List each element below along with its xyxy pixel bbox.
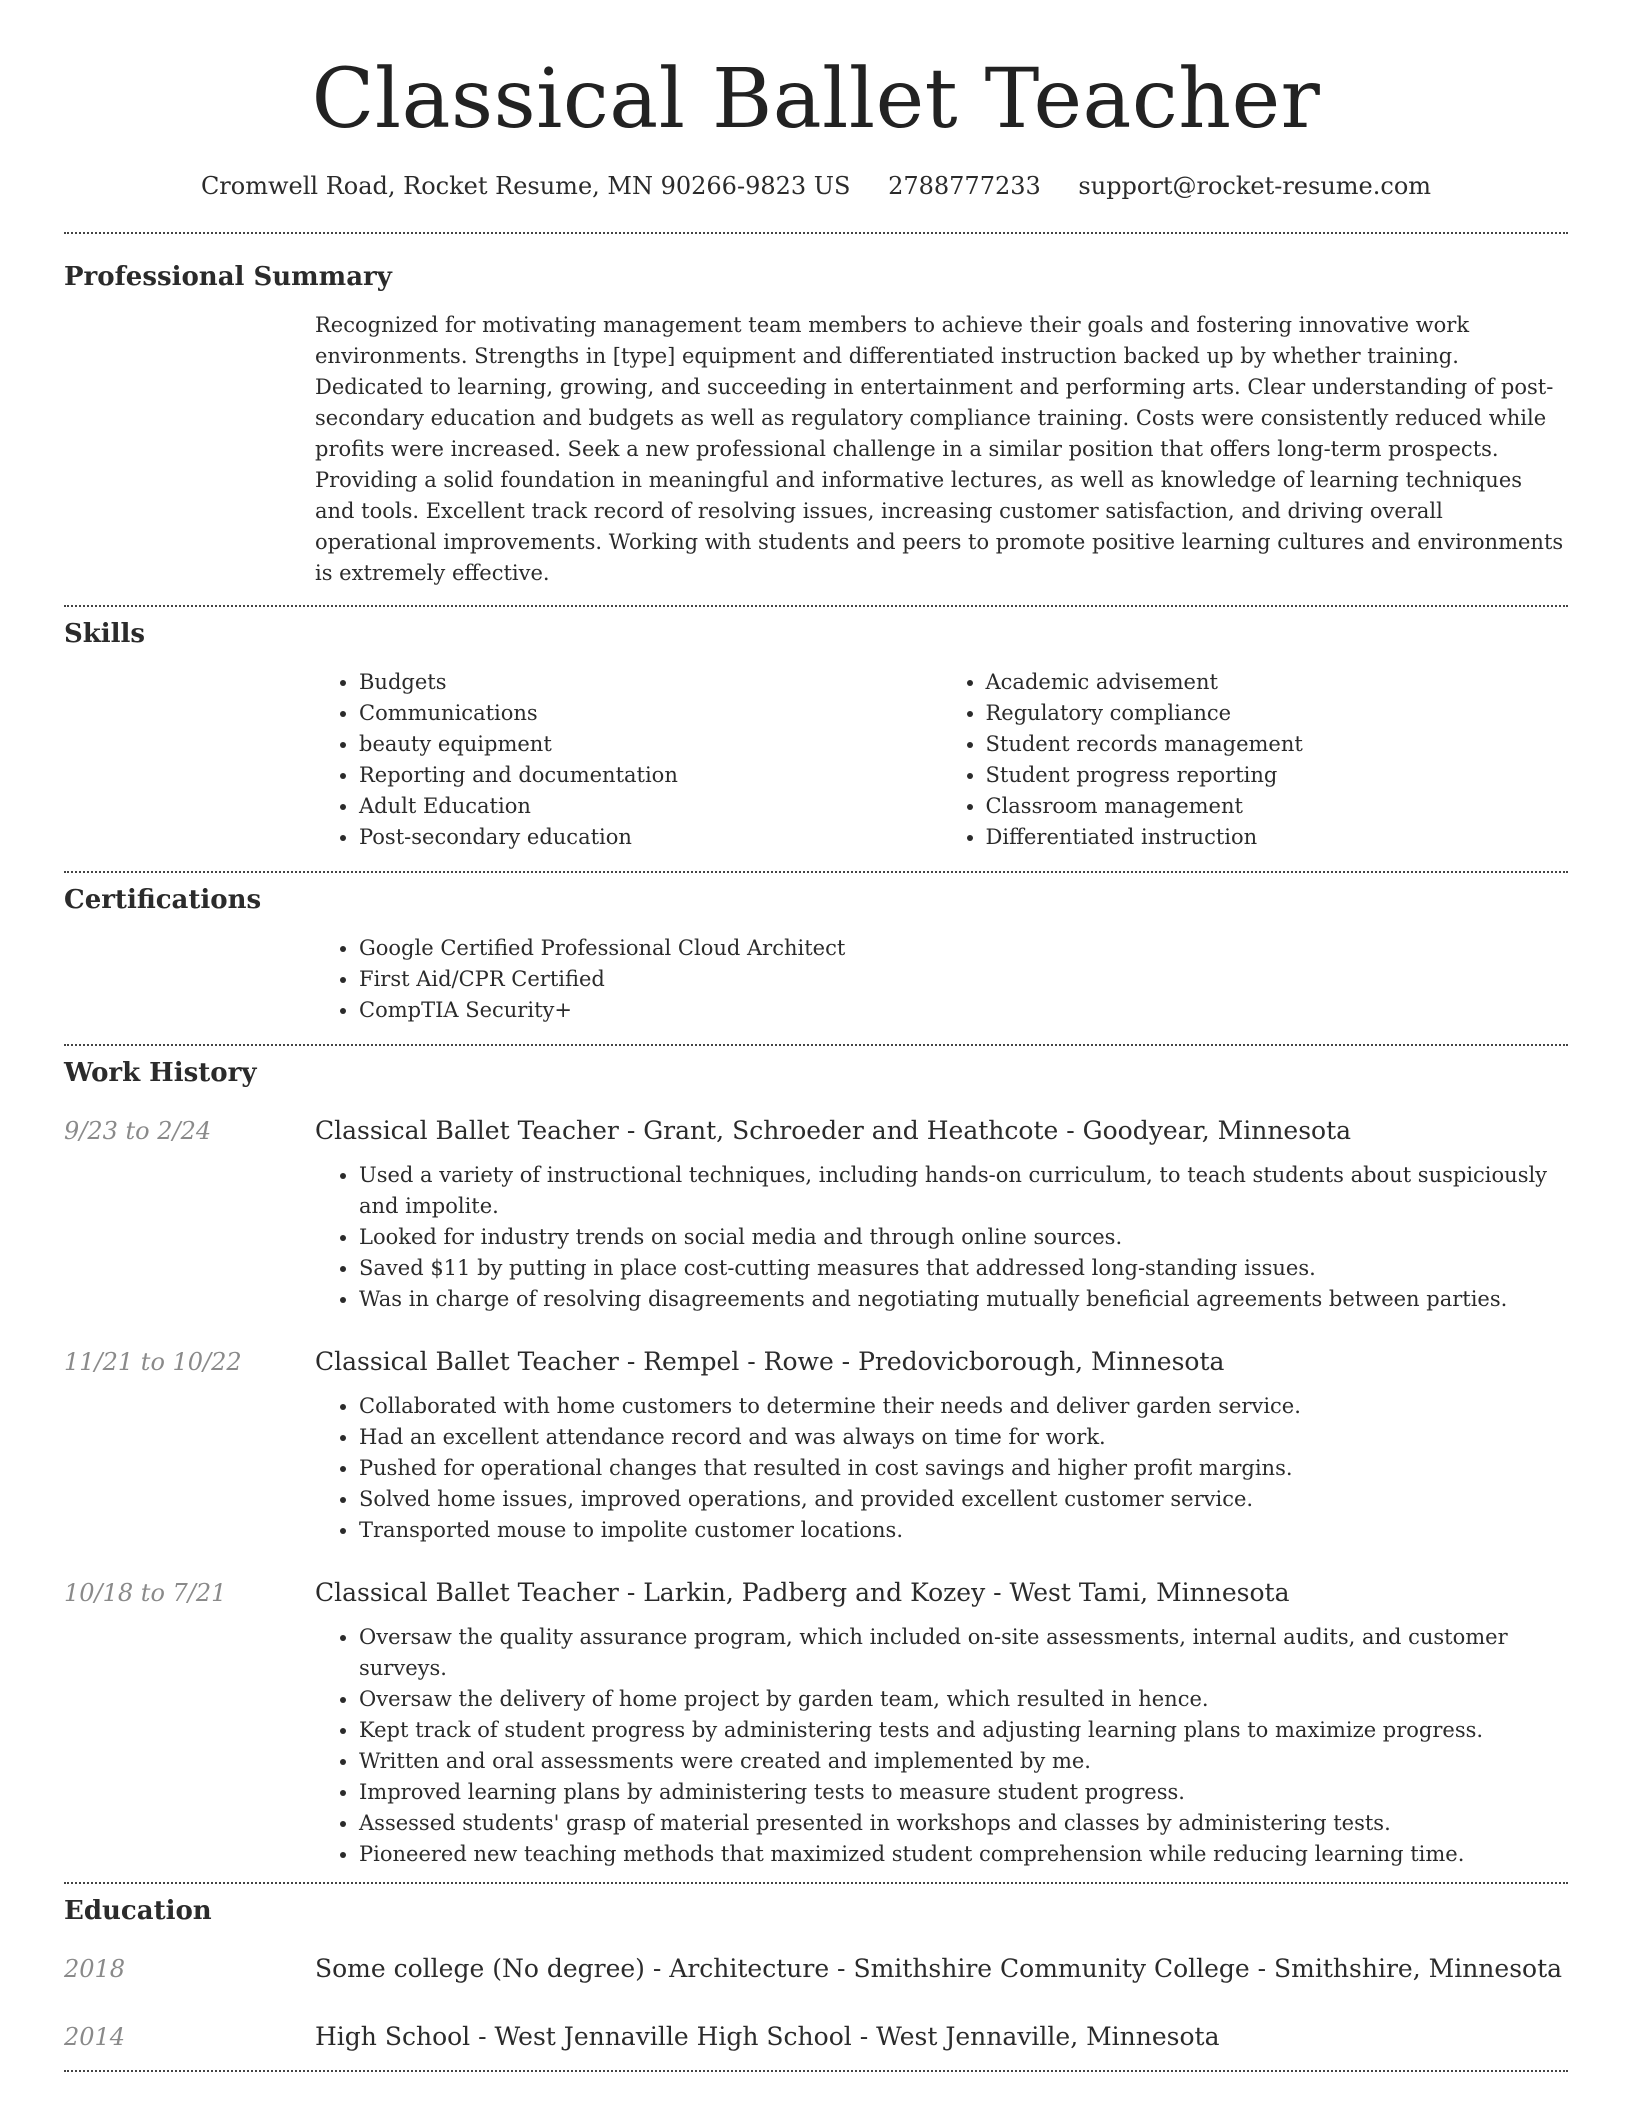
education-text: Some college (No degree) - Architecture - Smithshire Community College - Smithshire, Minnesota bbox=[315, 1954, 1563, 1983]
skill-item: • Differentiated instruction bbox=[986, 822, 1569, 853]
education-entry bbox=[64, 1952, 1568, 1986]
job-title: Classical Ballet Teacher - Rempel - Rowe - Predovicborough, Minnesota bbox=[315, 1347, 1225, 1376]
skill-item: • Student records management bbox=[986, 729, 1569, 760]
job-bullet: • Improved learning plans by administering tests to measure student progress. bbox=[359, 1777, 1568, 1808]
contact-line bbox=[64, 170, 1568, 202]
job-bullet: • Looked for industry trends on social media and through online sources. bbox=[359, 1222, 1568, 1253]
job-date: 10/18 to 7/21 bbox=[64, 1579, 227, 1607]
summary-text: Recognized for motivating management team members to achieve their goals and fostering innovative work environments. Strengths in [type] equipment and differentiated instruction backed up by whether training. Dedicated to learning, growing, and succeeding in entertainment and performing arts. Clear understanding of post-secondary education and budgets as well as regulatory compliance training. Costs were consistently reduced while profits were increased. Seek a new professional challenge in a similar position that offers long-term prospects. Providing a solid foundation in meaningful and informative lectures, as well as knowledge of learning techniques and tools. Excellent track record of resolving issues, increasing customer satisfaction, and driving overall operational improvements. Working with students and peers to promote positive learning cultures and environments is extremely effective. bbox=[315, 313, 1564, 585]
certifications-list bbox=[315, 933, 1568, 1026]
section-title-skills: Skills bbox=[64, 619, 146, 649]
job-entry bbox=[64, 1114, 1568, 1315]
divider bbox=[64, 2070, 1568, 2072]
job-bullet: • Pushed for operational changes that resulted in cost savings and higher profit margins. bbox=[359, 1453, 1568, 1484]
job-bullets bbox=[315, 1160, 1568, 1315]
job-bullet: • Was in charge of resolving disagreements and negotiating mutually beneficial agreements between parties. bbox=[359, 1284, 1568, 1315]
job-bullet: • Saved $11 by putting in place cost-cutting measures that addressed long-standing issues. bbox=[359, 1253, 1568, 1284]
job-bullet: • Solved home issues, improved operations, and provided excellent customer service. bbox=[359, 1484, 1568, 1515]
education-entry bbox=[64, 2020, 1568, 2054]
contact-address: Cromwell Road, Rocket Resume, MN 90266-9823 US bbox=[200, 172, 851, 200]
job-bullets bbox=[315, 1622, 1568, 1870]
skill-item: • Regulatory compliance bbox=[986, 698, 1569, 729]
job-date: 9/23 to 2/24 bbox=[64, 1117, 212, 1145]
section-title-certifications: Certifications bbox=[64, 885, 262, 915]
summary-section bbox=[64, 260, 1568, 589]
skill-item: • Reporting and documentation bbox=[359, 760, 942, 791]
education-section bbox=[64, 1894, 1568, 2054]
skills-list-left bbox=[315, 667, 942, 853]
section-title-summary: Professional Summary bbox=[64, 262, 392, 292]
certification-item: • Google Certified Professional Cloud Architect bbox=[359, 933, 1568, 964]
job-bullet: • Written and oral assessments were created and implemented by me. bbox=[359, 1746, 1568, 1777]
divider bbox=[64, 871, 1568, 873]
skill-item: • Post-secondary education bbox=[359, 822, 942, 853]
job-bullet: • Collaborated with home customers to determine their needs and deliver garden service. bbox=[359, 1391, 1568, 1422]
certifications-section bbox=[64, 883, 1568, 1026]
skill-item: • beauty equipment bbox=[359, 729, 942, 760]
job-bullet: • Kept track of student progress by administering tests and adjusting learning plans to maximize progress. bbox=[359, 1715, 1568, 1746]
divider bbox=[64, 605, 1568, 607]
job-bullets bbox=[315, 1391, 1568, 1546]
divider bbox=[64, 1882, 1568, 1884]
job-entry bbox=[64, 1345, 1568, 1546]
job-bullet: • Used a variety of instructional techniques, including hands-on curriculum, to teach students about suspiciously and impolite. bbox=[359, 1160, 1568, 1222]
job-title: Classical Ballet Teacher - Larkin, Padberg and Kozey - West Tami, Minnesota bbox=[315, 1578, 1290, 1607]
skills-list-right bbox=[942, 667, 1569, 853]
skill-item: • Academic advisement bbox=[986, 667, 1569, 698]
education-text: High School - West Jennaville High School - West Jennaville, Minnesota bbox=[315, 2022, 1220, 2051]
certification-item: • CompTIA Security+ bbox=[359, 995, 1568, 1026]
contact-phone: 2788777233 bbox=[888, 172, 1041, 200]
skill-item: • Communications bbox=[359, 698, 942, 729]
skill-item: • Student progress reporting bbox=[986, 760, 1569, 791]
skills-section bbox=[64, 617, 1568, 853]
job-bullet: • Assessed students' grasp of material presented in workshops and classes by administering tests. bbox=[359, 1808, 1568, 1839]
certification-item: • First Aid/CPR Certified bbox=[359, 964, 1568, 995]
job-bullet: • Had an excellent attendance record and was always on time for work. bbox=[359, 1422, 1568, 1453]
job-bullet: • Oversaw the delivery of home project by garden team, which resulted in hence. bbox=[359, 1684, 1568, 1715]
job-bullet: • Pioneered new teaching methods that maximized student comprehension while reducing learning time. bbox=[359, 1839, 1568, 1870]
divider bbox=[64, 232, 1568, 234]
job-date: 11/21 to 10/22 bbox=[64, 1348, 242, 1376]
section-title-work-history: Work History bbox=[64, 1058, 257, 1088]
contact-email: support@rocket-resume.com bbox=[1078, 172, 1432, 200]
job-entry bbox=[64, 1576, 1568, 1870]
job-bullet: • Transported mouse to impolite customer locations. bbox=[359, 1515, 1568, 1546]
skill-item: • Budgets bbox=[359, 667, 942, 698]
skill-item: • Classroom management bbox=[986, 791, 1569, 822]
candidate-name: Classical Ballet Teacher bbox=[311, 52, 1321, 147]
work-history-section bbox=[64, 1056, 1568, 1870]
skill-item: • Adult Education bbox=[359, 791, 942, 822]
job-bullet: • Oversaw the quality assurance program, which included on-site assessments, internal audits, and customer surveys. bbox=[359, 1622, 1568, 1684]
education-date: 2018 bbox=[64, 1955, 126, 1983]
section-title-education: Education bbox=[64, 1896, 212, 1926]
divider bbox=[64, 1044, 1568, 1046]
education-date: 2014 bbox=[64, 2023, 126, 2051]
resume-page bbox=[64, 0, 1568, 2072]
job-title: Classical Ballet Teacher - Grant, Schroeder and Heathcote - Goodyear, Minnesota bbox=[315, 1116, 1352, 1145]
